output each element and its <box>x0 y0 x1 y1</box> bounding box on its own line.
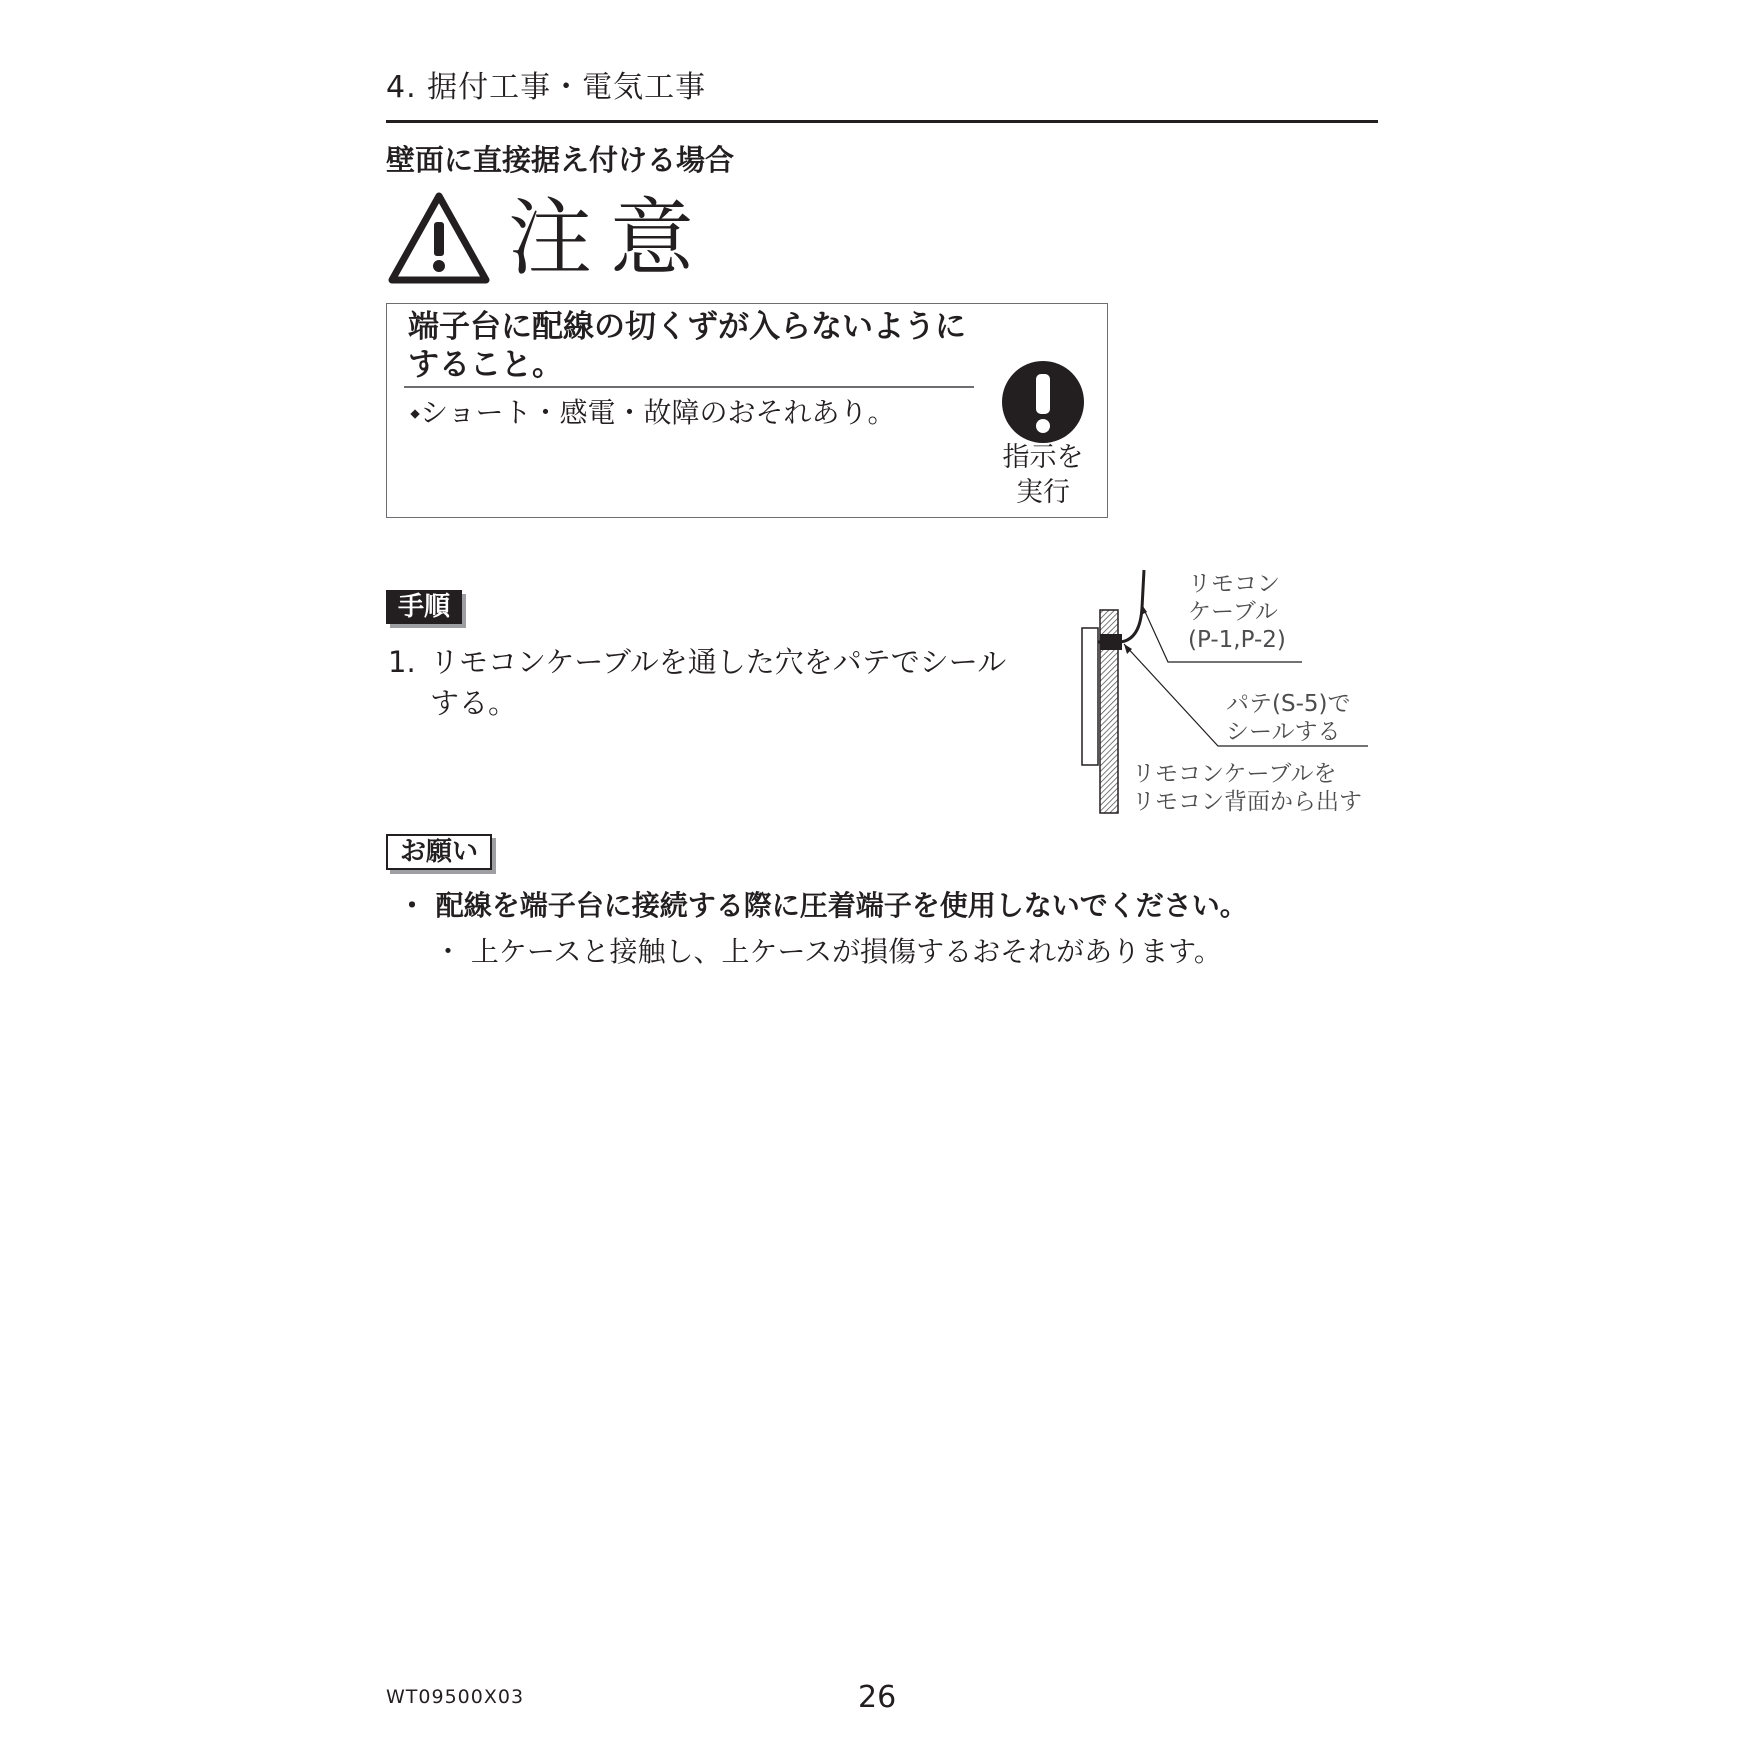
label-putty-line2: シールする <box>1226 719 1341 745</box>
document-code: WT09500X03 <box>386 1686 525 1708</box>
warning-triangle-icon <box>386 190 492 286</box>
procedure-badge: 手順 <box>386 590 462 624</box>
caution-title: 端子台に配線の切くずが入らないようにすること。 <box>408 309 966 383</box>
caution-bullet: ⬩ショート・感電・故障のおそれあり。 <box>410 396 896 429</box>
caution-heading: 注意 <box>508 189 713 287</box>
label-back-line2: リモコン背面から出す <box>1132 789 1362 815</box>
request-sub-item: ・ 上ケースと接触し、上ケースが損傷するおそれがあります。 <box>434 935 1222 968</box>
label-back-line1: リモコンケーブルを <box>1132 761 1337 787</box>
section-header: 4. 据付工事・電気工事 <box>386 70 707 105</box>
mandatory-label-line1: 指示を <box>1002 442 1084 473</box>
subsection-title: 壁面に直接据え付ける場合 <box>386 143 735 177</box>
label-cable-line3: (P-1,P-2) <box>1188 627 1286 653</box>
request-item: ・ 配線を端子台に接続する際に圧着端子を使用しないでください。 <box>398 889 1248 922</box>
label-cable-line2: ケーブル <box>1188 599 1278 625</box>
mandatory-action-label <box>985 440 1101 510</box>
label-cable-line1: リモコン <box>1188 571 1280 597</box>
mandatory-label-line2: 実行 <box>1016 477 1070 508</box>
cable-seal-diagram <box>1068 560 1388 825</box>
page-number: 26 <box>858 1680 897 1715</box>
request-badge: お願い <box>386 834 492 870</box>
caution-divider <box>404 386 974 388</box>
step-number: 1. <box>388 645 416 679</box>
mandatory-action-icon <box>1001 360 1085 444</box>
remote-controller <box>1082 628 1098 765</box>
step-text: リモコンケーブルを通した穴をパテでシールする。 <box>430 645 1007 720</box>
header-divider <box>386 120 1378 123</box>
label-putty-line1: パテ(S-5)で <box>1226 691 1351 717</box>
